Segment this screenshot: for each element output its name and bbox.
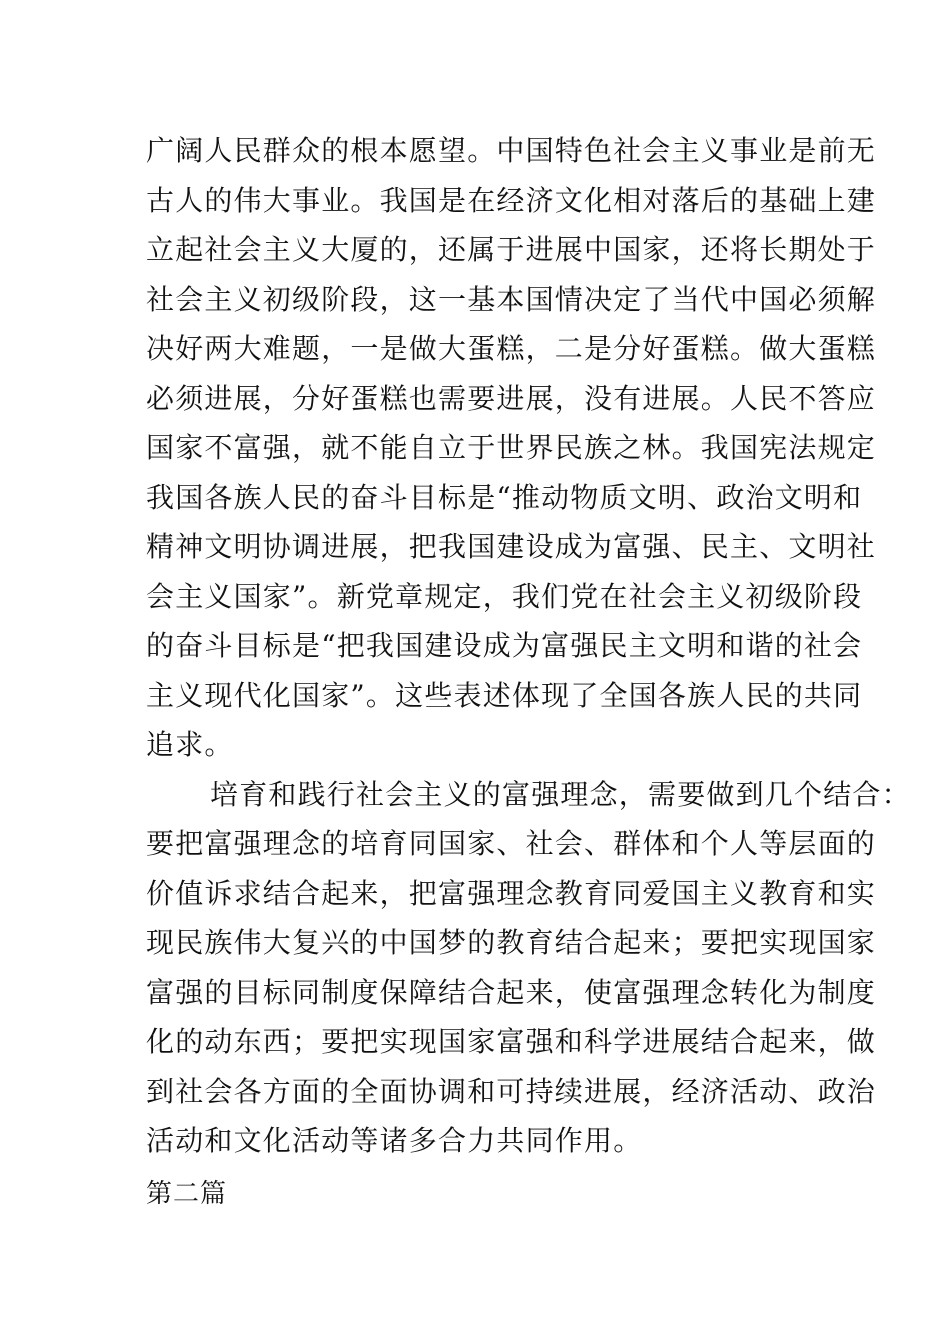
text-line: 古人的伟大事业。我国是在经济文化相对落后的基础上建 <box>146 183 877 217</box>
text-line: 社会主义初级阶段，这一基本国情决定了当代中国必须解 <box>146 282 877 316</box>
text-line: 会主义国家”。新党章规定，我们党在社会主义初级阶段 <box>146 579 863 613</box>
text-line: 培育和践行社会主义的富强理念，需要做到几个结合： <box>210 777 911 811</box>
text-line: 必须进展，分好蛋糕也需要进展，没有进展。人民不答应 <box>146 381 877 415</box>
text-line: 精神文明协调进展，把我国建设成为富强、民主、文明社 <box>146 530 877 563</box>
paragraph-2 <box>146 770 911 1166</box>
section-heading: 第二篇 <box>146 1179 228 1209</box>
text-line: 立起社会主义大厦的，还属于进展中国家，还将长期处于 <box>146 233 877 266</box>
text-line: 我国各族人民的奋斗目标是“推动物质文明、政治文明和 <box>146 480 863 514</box>
text-line: 决好两大难题，一是做大蛋糕，二是分好蛋糕。做大蛋糕 <box>146 332 877 365</box>
text-line: 广阔人民群众的根本愿望。中国特色社会主义事业是前无 <box>146 134 877 167</box>
text-line: 活动和文化活动等诸多合力共同作用。 <box>146 1124 643 1157</box>
text-line: 主义现代化国家”。这些表述体现了全国各族人民的共同 <box>146 678 863 712</box>
body-text <box>146 126 911 1166</box>
text-line: 到社会各方面的全面协调和可持续进展，经济活动、政治 <box>146 1074 877 1108</box>
paragraph-1 <box>146 126 877 770</box>
text-line: 富强的目标同制度保障结合起来，使富强理念转化为制度 <box>146 975 877 1009</box>
text-line: 要把富强理念的培育同国家、社会、群体和个人等层面的 <box>146 827 877 860</box>
text-line: 的奋斗目标是“把我国建设成为富强民主文明和谐的社会 <box>146 629 863 662</box>
text-line: 现民族伟大复兴的中国梦的教育结合起来；要把实现国家 <box>146 926 877 959</box>
text-line: 价值诉求结合起来，把富强理念教育同爱国主义教育和实 <box>146 876 877 910</box>
text-line: 国家不富强，就不能自立于世界民族之林。我国宪法规定 <box>146 431 877 464</box>
text-line: 化的动东西；要把实现国家富强和科学进展结合起来，做 <box>146 1025 877 1058</box>
text-line: 追求。 <box>146 728 234 761</box>
